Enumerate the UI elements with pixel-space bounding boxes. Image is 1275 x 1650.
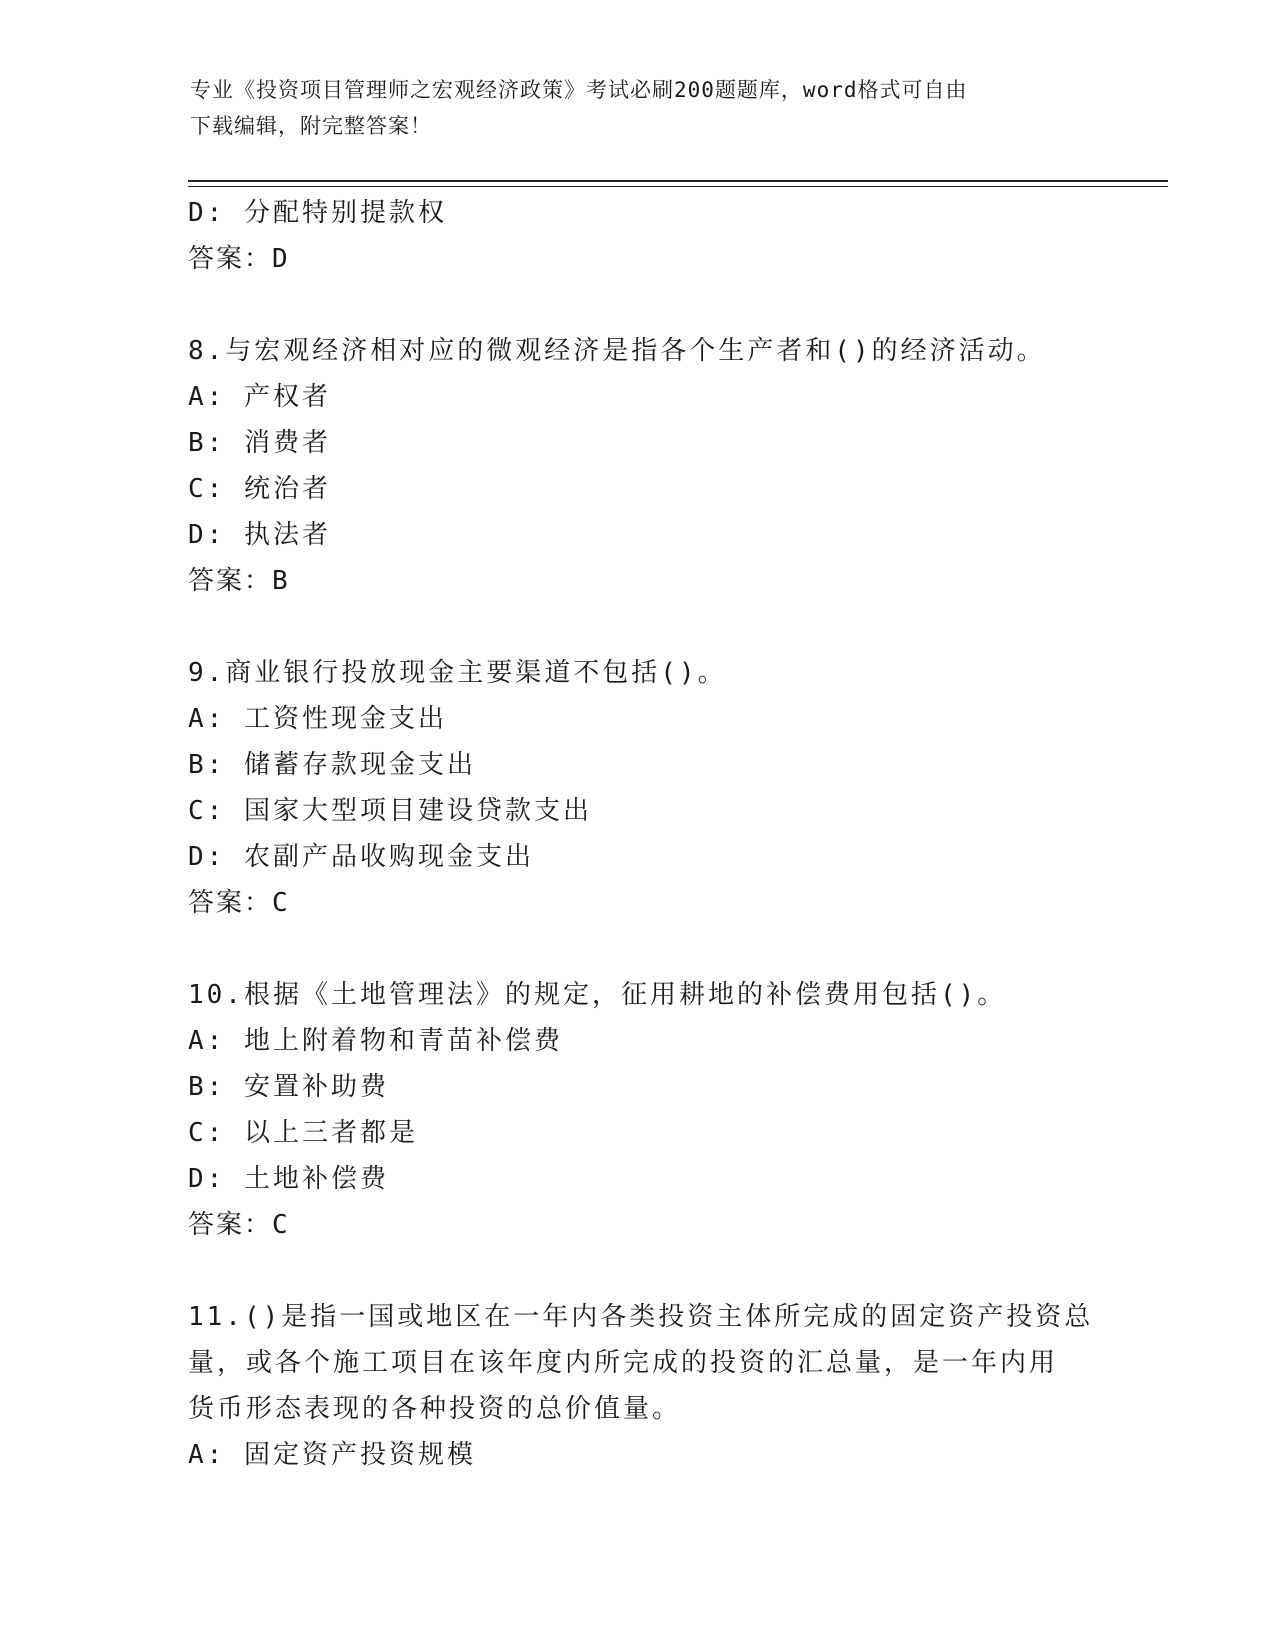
question-stem: 9.商业银行投放现金主要渠道不包括()。 (188, 658, 727, 688)
option-d: D: 土地补偿费 (188, 1164, 389, 1194)
spacer (188, 282, 1108, 328)
prev-answer (188, 236, 1108, 282)
option-a: A: 固定资产投资规模 (188, 1440, 476, 1470)
option-b: B: 储蓄存款现金支出 (188, 750, 476, 780)
option-c: C: 以上三者都是 (188, 1118, 418, 1148)
answer (188, 558, 1108, 604)
prev-option-d: D: 分配特别提款权 (188, 198, 447, 228)
question-content (188, 190, 1108, 1478)
question-8 (188, 328, 1108, 604)
answer-value: C (272, 888, 290, 918)
answer-label: 答案： (188, 244, 273, 274)
option-a: A: 工资性现金支出 (188, 704, 447, 734)
option-d: D: 执法者 (188, 520, 331, 550)
answer-label: 答案： (188, 1210, 273, 1240)
answer-label: 答案： (188, 888, 273, 918)
spacer (188, 604, 1108, 650)
header-line-2: 下载编辑，附完整答案！ (190, 114, 432, 138)
option-b: B: 安置补助费 (188, 1072, 389, 1102)
spacer (188, 926, 1108, 972)
answer-label: 答案： (188, 566, 273, 596)
option-c: C: 统治者 (188, 474, 331, 504)
question-stem-line-3: 货币形态表现的各种投资的总价值量。 (188, 1394, 682, 1424)
spacer (188, 1248, 1108, 1294)
question-stem: 8.与宏观经济相对应的微观经济是指各个生产者和()的经济活动。 (188, 336, 1046, 366)
header-rule-thin (188, 186, 1168, 187)
option-a: A: 地上附着物和青苗补偿费 (188, 1026, 563, 1056)
question-10 (188, 972, 1108, 1248)
question-stem-line-1: 11.()是指一国或地区在一年内各类投资主体所完成的固定资产投资总 (188, 1302, 1094, 1332)
header-rule-thick (188, 180, 1168, 182)
answer-value: D (272, 244, 290, 274)
answer-value: B (272, 566, 290, 596)
question-9 (188, 650, 1108, 926)
option-b: B: 消费者 (188, 428, 331, 458)
option-d: D: 农副产品收购现金支出 (188, 842, 534, 872)
answer (188, 880, 1108, 926)
option-c: C: 国家大型项目建设贷款支出 (188, 796, 592, 826)
option-a: A: 产权者 (188, 382, 331, 412)
question-stem: 10.根据《土地管理法》的规定，征用耕地的补偿费用包括()。 (188, 980, 1007, 1010)
header-line-1: 专业《投资项目管理师之宏观经济政策》考试必刷200题题库，word格式可自由 (190, 78, 968, 102)
question-stem-line-2: 量，或各个施工项目在该年度内所完成的投资的汇总量，是一年内用 (188, 1348, 1059, 1378)
question-11 (188, 1294, 1108, 1478)
answer (188, 1202, 1108, 1248)
answer-value: C (272, 1210, 290, 1240)
document-header (190, 72, 1090, 144)
